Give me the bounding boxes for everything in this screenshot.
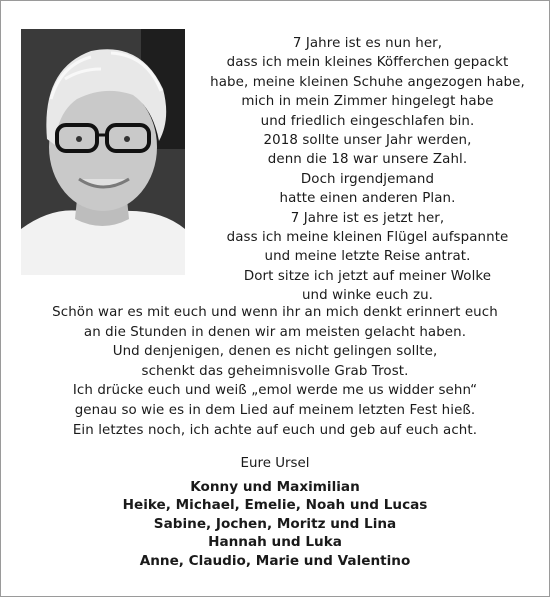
portrait-photo xyxy=(21,29,185,275)
mourner-line: Heike, Michael, Emelie, Noah und Lucas xyxy=(122,497,428,514)
poem-line: hatte einen anderen Plan. xyxy=(279,191,456,207)
mourner-line: Anne, Claudio, Marie und Valentino xyxy=(139,552,411,569)
poem-line: dass ich meine kleinen Flügel aufspannte xyxy=(226,230,509,246)
message-line: Ein letztes noch, ich achte auf euch und geb auf euch acht. xyxy=(72,422,478,438)
message-line: an die Stunden in denen wir am meisten gelacht haben. xyxy=(83,324,467,340)
poem-block xyxy=(185,34,550,306)
poem-line: habe, meine kleinen Schuhe angezogen habe, xyxy=(210,74,525,90)
signature: Eure Ursel xyxy=(240,456,310,471)
mourner-line: Sabine, Jochen, Moritz und Lina xyxy=(153,515,397,532)
poem-line: und winke euch zu. xyxy=(301,288,434,304)
message-line: Schön war es mit euch und wenn ihr an mich denkt erinnert euch xyxy=(52,305,498,320)
poem-line: 7 Jahre ist es nun her, xyxy=(292,36,443,51)
message-line: Ich drücke euch und weiß „emol werde me us widder sehn“ xyxy=(72,383,478,399)
poem-line: dass ich mein kleines Köfferchen gepackt xyxy=(226,55,509,71)
poem-line: denn die 18 war unsere Zahl. xyxy=(267,152,468,168)
mourner-line: Hannah und Luka xyxy=(208,534,342,551)
poem-line: Dort sitze ich jetzt auf meiner Wolke xyxy=(243,268,492,284)
message-line: Und denjenigen, denen es nicht gelingen sollte, xyxy=(112,344,438,360)
message-block xyxy=(0,303,550,440)
mourner-line: Konny und Maximilian xyxy=(190,479,360,495)
poem-line: und friedlich eingeschlafen bin. xyxy=(260,113,475,129)
message-line: schenkt das geheimnisvolle Grab Trost. xyxy=(141,363,409,379)
poem-line: 7 Jahre ist es jetzt her, xyxy=(290,210,445,226)
message-line: genau so wie es in dem Lied auf meinem letzten Fest hieß. xyxy=(74,402,476,418)
poem-line: Doch irgendjemand xyxy=(300,171,435,187)
poem-line: 2018 sollte unser Jahr werden, xyxy=(263,133,472,149)
poem-line: mich in mein Zimmer hingelegt habe xyxy=(241,94,494,110)
mourners-list xyxy=(0,478,550,570)
poem-line: und meine letzte Reise antrat. xyxy=(264,249,471,265)
portrait-illustration xyxy=(21,29,185,275)
